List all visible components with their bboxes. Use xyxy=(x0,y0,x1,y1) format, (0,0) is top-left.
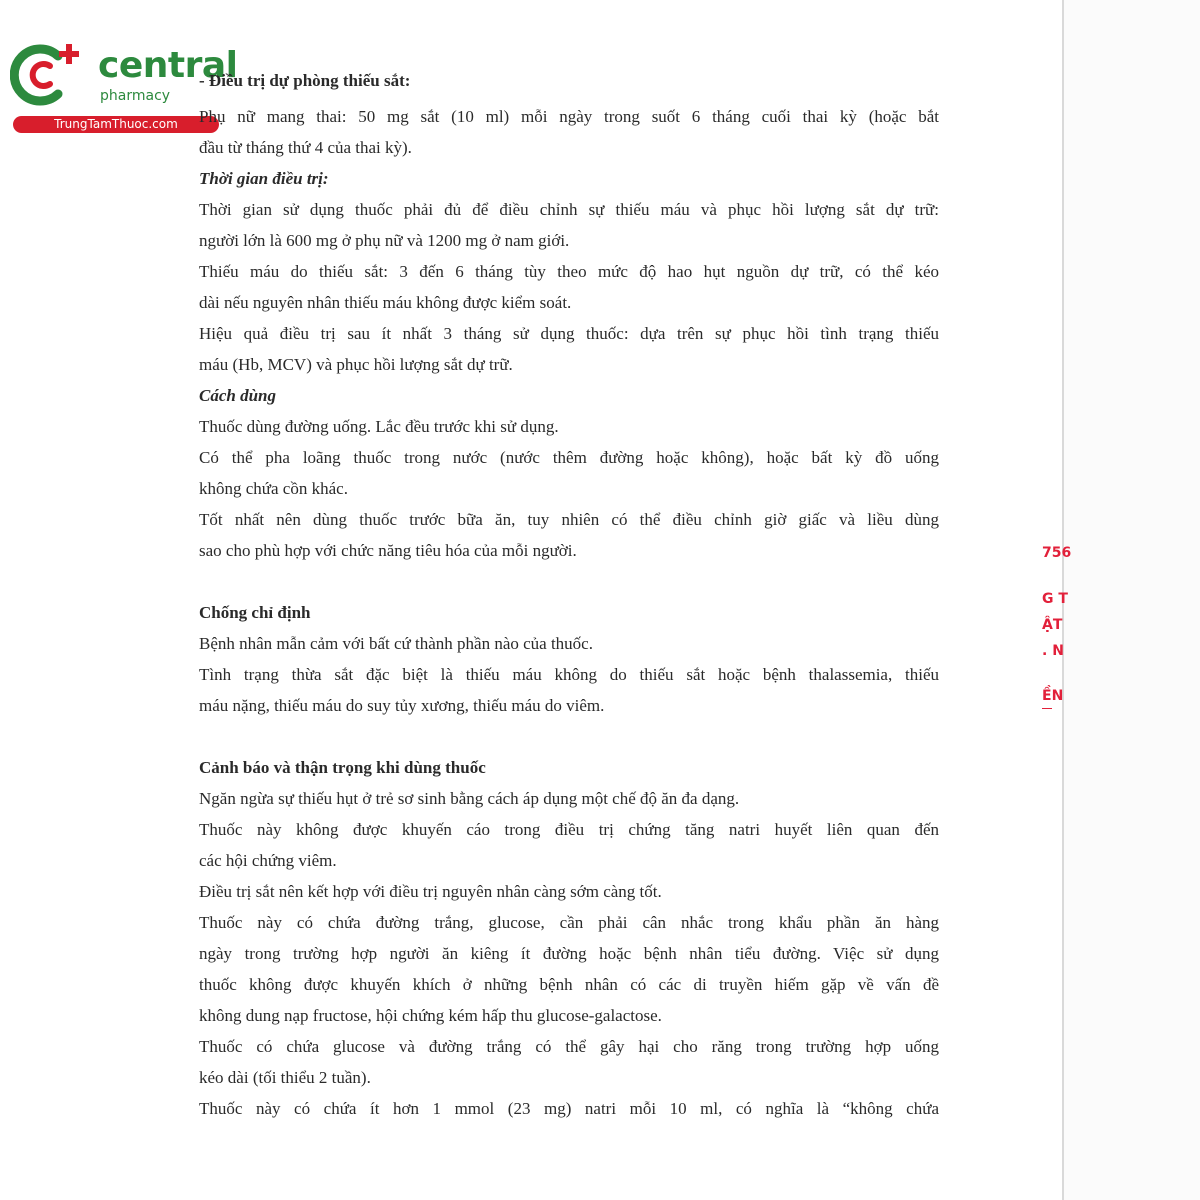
usage-heading: Cách dùng xyxy=(199,386,276,405)
text-line: Bệnh nhân mẫn cảm với bất cứ thành phần nào của thuốc. xyxy=(199,634,593,653)
stamp-fragment-5: ỀN xyxy=(1042,688,1064,704)
text-line: sao cho phù hợp với chức năng tiêu hóa của mỗi người. xyxy=(199,541,577,560)
text-line: đầu từ tháng thứ 4 của thai kỳ). xyxy=(199,138,412,157)
text-line: Thuốc dùng đường uống. Lắc đều trước khi sử dụng. xyxy=(199,417,559,436)
stamp-fragment-1: 756 xyxy=(1042,545,1072,561)
text-line: Thuốc có chứa glucose và đường trắng có thể gây hại cho răng trong trường hợp uống xyxy=(199,1037,939,1056)
text-line: Tốt nhất nên dùng thuốc trước bữa ăn, tuy nhiên có thể điều chỉnh giờ giấc và liều dùng xyxy=(199,510,939,529)
logo-website-banner: TrungTamThuoc.com xyxy=(13,116,219,133)
text-line: không dung nạp fructose, hội chứng kém hấp thu glucose-galactose. xyxy=(199,1006,662,1025)
text-line: Thuốc này không được khuyến cáo trong điều trị chứng tăng natri huyết liên quan đến xyxy=(199,820,939,839)
text-line: Tình trạng thừa sắt đặc biệt là thiếu máu không do thiếu sắt hoặc bệnh thalassemia, thiếu xyxy=(199,665,939,684)
text-line: máu (Hb, MCV) và phục hồi lượng sắt dự trữ. xyxy=(199,355,513,374)
text-line: Điều trị sắt nên kết hợp với điều trị nguyên nhân càng sớm càng tốt. xyxy=(199,882,662,901)
stamp-fragment-2: G T xyxy=(1042,591,1068,607)
text-line: không chứa cồn khác. xyxy=(199,479,348,498)
stamp-fragment-3: ẬT xyxy=(1042,617,1063,633)
logo-wordmark: central xyxy=(98,45,238,86)
text-line: Ngăn ngừa sự thiếu hụt ở trẻ sơ sinh bằng cách áp dụng một chế độ ăn đa dạng. xyxy=(199,789,740,808)
text-line: Hiệu quả điều trị sau ít nhất 3 tháng sử dụng thuốc: dựa trên sự phục hồi tình trạng thiếu xyxy=(199,324,939,343)
text-line: kéo dài (tối thiểu 2 tuần). xyxy=(199,1068,371,1087)
text-line: dài nếu nguyên nhân thiếu máu không được kiểm soát. xyxy=(199,293,572,312)
central-pharmacy-logo xyxy=(10,38,238,138)
logo-subtitle: pharmacy xyxy=(100,88,171,104)
text-line: thuốc không được khuyến khích ở những bệnh nhân có các di truyền hiếm gặp về vấn đề xyxy=(199,975,939,994)
text-line: máu nặng, thiếu máu do suy tủy xương, thiếu máu do viêm. xyxy=(199,696,605,715)
text-line: Thời gian sử dụng thuốc phải đủ để điều chỉnh sự thiếu máu và phục hồi lượng sắt dự trữ: xyxy=(199,200,939,219)
text-line: người lớn là 600 mg ở phụ nữ và 1200 mg ở nam giới. xyxy=(199,231,570,250)
text-line: Thuốc này có chứa đường trắng, glucose, cần phải cân nhắc trong khẩu phần ăn hàng xyxy=(199,913,939,932)
central-logo-icon xyxy=(10,38,90,108)
contraindications-heading: Chống chỉ định xyxy=(199,603,311,622)
text-line: Thuốc này có chứa ít hơn 1 mmol (23 mg) natri mỗi 10 ml, có nghĩa là “không chứa xyxy=(199,1099,939,1118)
text-line: Có thể pha loãng thuốc trong nước (nước thêm đường hoặc không), hoặc bất kỳ đồ uống xyxy=(199,448,939,467)
stamp-border-line xyxy=(1042,708,1052,709)
text-line: các hội chứng viêm. xyxy=(199,851,337,870)
stamp-fragment-4: . N xyxy=(1042,643,1064,659)
warnings-heading: Cảnh báo và thận trọng khi dùng thuốc xyxy=(199,758,486,777)
page-margin-shadow xyxy=(1064,0,1200,1200)
text-line: ngày trong trường hợp người ăn kiêng ít đường hoặc bệnh nhân tiểu đường. Việc sử dụng xyxy=(199,944,939,963)
prevention-heading: - Điều trị dự phòng thiếu sắt: xyxy=(199,71,411,90)
text-line: Phụ nữ mang thai: 50 mg sắt (10 ml) mỗi ngày trong suốt 6 tháng cuối thai kỳ (hoặc bắt xyxy=(199,107,939,126)
text-line: Thiếu máu do thiếu sắt: 3 đến 6 tháng tùy theo mức độ hao hụt nguồn dự trữ, có thể kéo xyxy=(199,262,939,281)
duration-heading: Thời gian điều trị: xyxy=(199,169,329,188)
